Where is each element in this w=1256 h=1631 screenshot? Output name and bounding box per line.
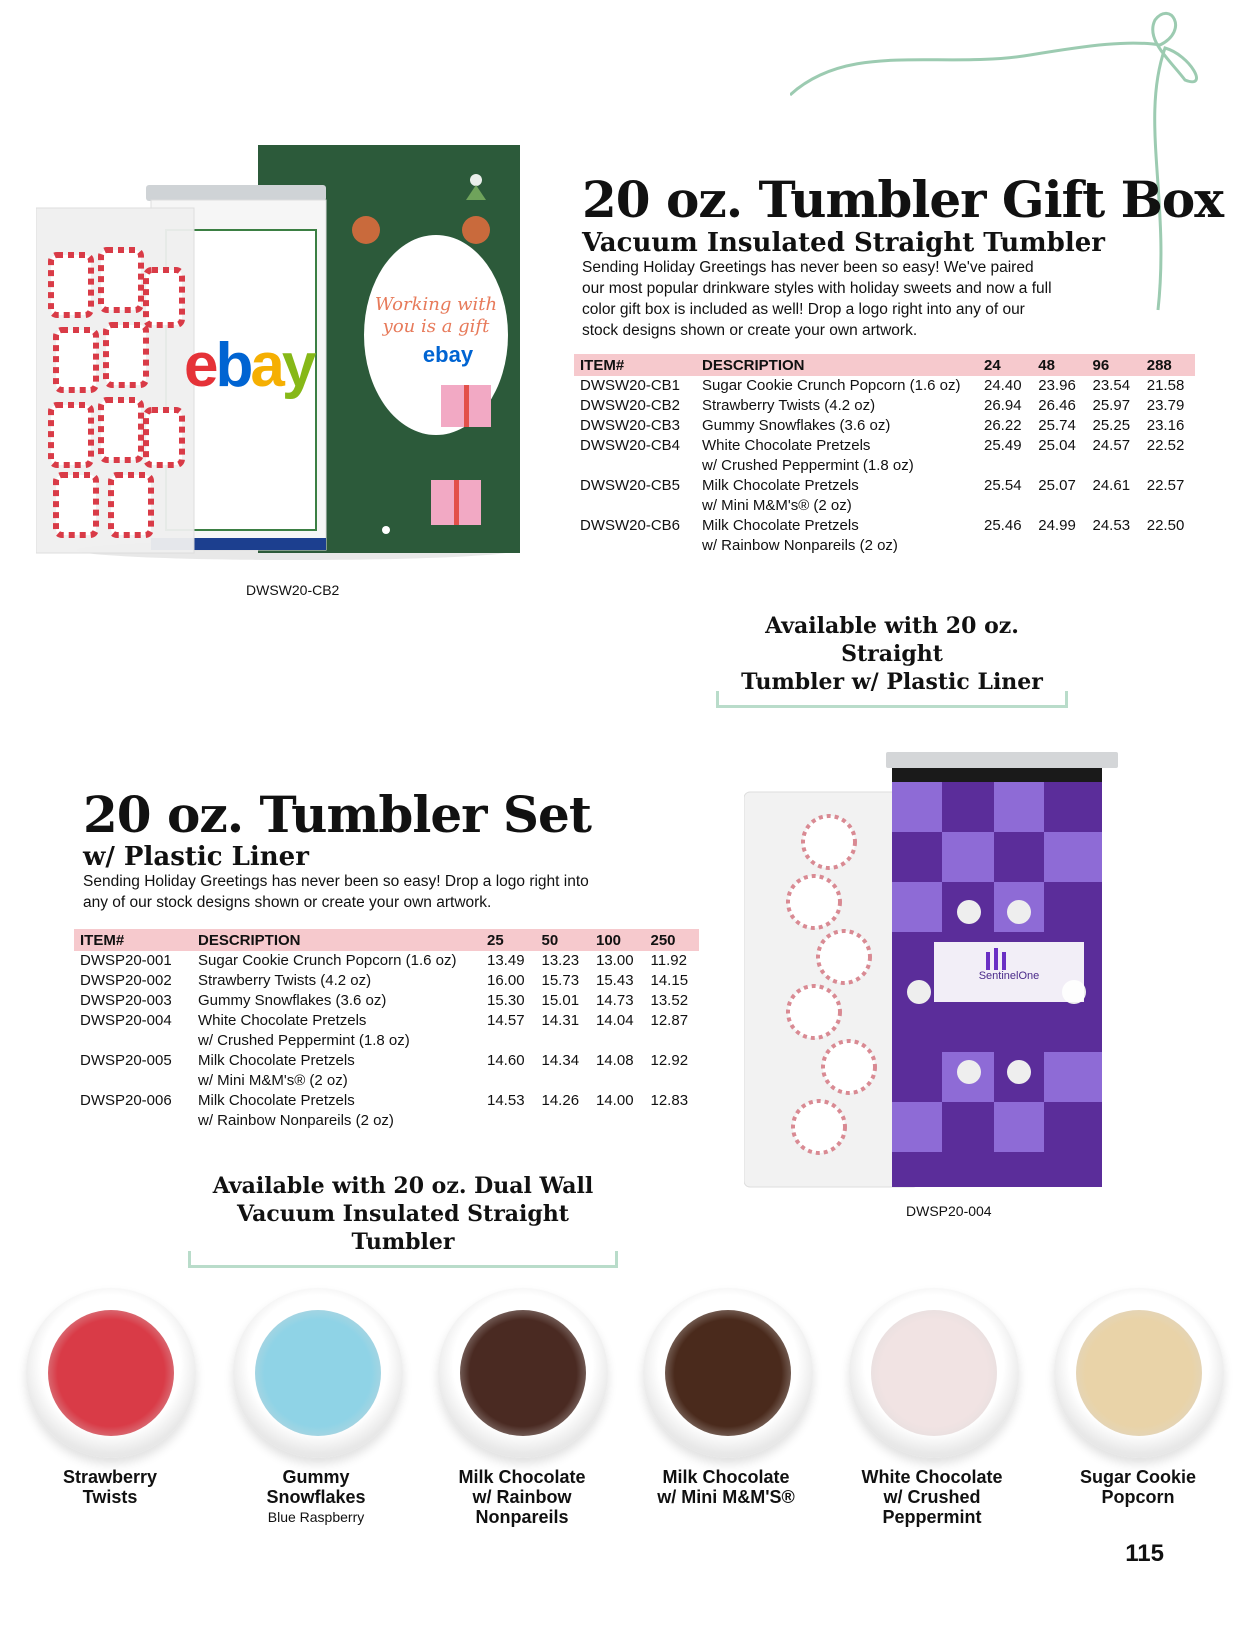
svg-text:ebay: ebay	[422, 342, 474, 367]
item-number: DWSW20-CB6	[580, 517, 681, 534]
item-number: DWSP20-004	[80, 1012, 172, 1029]
table-row	[574, 376, 1195, 396]
item-number: DWSP20-002	[80, 972, 172, 989]
price-cell: 15.30	[487, 992, 525, 1009]
availability-note-1	[716, 612, 1068, 696]
price-cell: 21.58	[1146, 377, 1185, 394]
snack-bowl-image	[438, 1288, 608, 1458]
price-cell: 14.34	[541, 1052, 580, 1069]
price-cell: 13.00	[596, 952, 634, 969]
section-subtitle: w/ Plastic Liner	[83, 842, 309, 872]
description-line-2: w/ Crushed Peppermint (1.8 oz)	[198, 1032, 410, 1049]
price-table-2	[74, 929, 699, 1131]
snack-label-line: Gummy	[282, 1467, 350, 1487]
snack-label-line: w/ Rainbow	[472, 1487, 572, 1507]
price-cell: 14.04	[596, 1012, 634, 1029]
price-cell: 15.43	[596, 972, 634, 989]
price-table-1	[574, 354, 1195, 556]
column-header: DESCRIPTION	[696, 354, 978, 376]
image-caption-2: DWSP20-004	[906, 1203, 992, 1219]
snack-label-line: Strawberry	[62, 1467, 158, 1487]
snack-label-line: Popcorn	[1101, 1487, 1175, 1507]
table-header-row	[74, 929, 699, 951]
price-cell: 24.57	[1092, 437, 1131, 454]
snack-fill	[460, 1310, 586, 1436]
column-header: 25	[481, 929, 536, 951]
description-line: White Chocolate Pretzels	[702, 437, 871, 454]
page-number: 115	[1125, 1540, 1164, 1567]
price-cell: 23.16	[1146, 417, 1185, 434]
price-cell: 23.96	[1038, 377, 1076, 394]
description-line: White Chocolate Pretzels	[198, 1012, 367, 1029]
tumbler-logo: SentinelOne	[978, 970, 1040, 982]
box-text-line1: Working with	[374, 294, 498, 315]
price-cell: 14.15	[650, 972, 689, 989]
price-cell: 13.52	[650, 992, 689, 1009]
description-line-2: w/ Mini M&M's® (2 oz)	[702, 497, 852, 514]
description	[192, 971, 481, 991]
price-cell: 16.00	[487, 972, 525, 989]
table-row	[74, 1091, 699, 1131]
snack-label-line: Peppermint	[882, 1507, 982, 1527]
snack-label	[422, 1467, 622, 1527]
table-row	[574, 516, 1195, 556]
snack-label	[10, 1467, 210, 1507]
availability-note-2	[188, 1172, 618, 1256]
availability-line: Available with 20 oz. Straight	[765, 613, 1019, 667]
price-cell: 24.53	[1092, 517, 1131, 534]
price-cell: 14.31	[541, 1012, 580, 1029]
price-cell: 22.57	[1146, 477, 1185, 494]
description-line: Milk Chocolate Pretzels	[702, 517, 859, 534]
snack-label	[1038, 1467, 1238, 1507]
snack-bowl-image	[1054, 1288, 1224, 1458]
table-row	[574, 436, 1195, 476]
column-header: 100	[590, 929, 645, 951]
description-line-2: w/ Crushed Peppermint (1.8 oz)	[702, 457, 914, 474]
column-header: DESCRIPTION	[192, 929, 481, 951]
snack-bowl-image	[233, 1288, 403, 1458]
description	[696, 516, 978, 556]
price-cell: 25.25	[1092, 417, 1131, 434]
bracket-decoration	[188, 1251, 618, 1268]
description	[696, 396, 978, 416]
snack-label-line: Snowflakes	[266, 1487, 366, 1507]
price-cell: 22.52	[1146, 437, 1185, 454]
bracket-decoration	[716, 691, 1068, 708]
description	[696, 476, 978, 516]
price-cell: 25.54	[984, 477, 1022, 494]
table-row	[574, 396, 1195, 416]
section-title: 20 oz. Tumbler Set	[83, 785, 591, 844]
price-cell: 11.92	[650, 952, 687, 969]
snack-bowl-image	[849, 1288, 1019, 1458]
description	[192, 1091, 481, 1131]
description-line: Milk Chocolate Pretzels	[702, 477, 859, 494]
snack-label-line: Milk Chocolate	[458, 1467, 586, 1487]
description	[696, 416, 978, 436]
item-number: DWSW20-CB4	[580, 437, 681, 454]
column-header: 288	[1141, 354, 1195, 376]
item-number: DWSW20-CB2	[580, 397, 681, 414]
snack-fill	[665, 1310, 791, 1436]
availability-line: Vacuum Insulated Straight Tumbler	[237, 1201, 569, 1255]
snack-label	[832, 1467, 1032, 1527]
page-title: 20 oz. Tumbler Gift Box	[582, 170, 1224, 229]
price-cell: 25.46	[984, 517, 1022, 534]
snack-flavor: Blue Raspberry	[267, 1509, 365, 1525]
description	[192, 951, 481, 971]
description-line: Strawberry Twists (4.2 oz)	[702, 397, 876, 414]
price-cell: 22.50	[1146, 517, 1185, 534]
price-cell: 14.08	[596, 1052, 634, 1069]
description	[696, 436, 978, 476]
price-cell: 13.49	[487, 952, 525, 969]
price-cell: 25.49	[984, 437, 1022, 454]
description-line-2: w/ Rainbow Nonpareils (2 oz)	[702, 537, 898, 554]
description-line-2: w/ Rainbow Nonpareils (2 oz)	[198, 1112, 394, 1129]
description	[192, 1051, 481, 1091]
snack-bowl-image	[643, 1288, 813, 1458]
item-number: DWSW20-CB5	[580, 477, 681, 494]
description-line: Strawberry Twists (4.2 oz)	[198, 972, 372, 989]
description-line-2: w/ Mini M&M's® (2 oz)	[198, 1072, 348, 1089]
availability-line: Available with 20 oz. Dual Wall	[212, 1173, 594, 1199]
price-cell: 26.94	[984, 397, 1022, 414]
table-row	[74, 1011, 699, 1051]
column-header: 50	[536, 929, 591, 951]
snack-fill	[871, 1310, 997, 1436]
item-number: DWSW20-CB1	[580, 377, 681, 394]
snack-fill	[255, 1310, 381, 1436]
price-cell: 24.61	[1092, 477, 1131, 494]
snack-bowl-image	[26, 1288, 196, 1458]
snack-label-line: Nonpareils	[475, 1507, 569, 1527]
table-row	[574, 476, 1195, 516]
item-number: DWSP20-006	[80, 1092, 172, 1109]
snack-label	[626, 1467, 826, 1507]
price-cell: 14.26	[541, 1092, 580, 1109]
price-cell: 14.00	[596, 1092, 634, 1109]
snack-label-line: w/ Mini M&M'S®	[657, 1487, 795, 1507]
price-cell: 12.92	[650, 1052, 689, 1069]
column-header: ITEM#	[574, 354, 696, 376]
description-line: Sugar Cookie Crunch Popcorn (1.6 oz)	[702, 377, 961, 394]
snack-label-line: Sugar Cookie	[1079, 1467, 1197, 1487]
snack-label-line: Twists	[82, 1487, 138, 1507]
column-header: 96	[1087, 354, 1141, 376]
table-header-row	[574, 354, 1195, 376]
item-number: DWSP20-003	[80, 992, 172, 1009]
price-cell: 14.73	[596, 992, 634, 1009]
price-cell: 14.53	[487, 1092, 525, 1109]
item-number: DWSW20-CB3	[580, 417, 681, 434]
price-cell: 12.87	[650, 1012, 689, 1029]
snack-label	[216, 1467, 416, 1527]
section-description: Sending Holiday Greetings has never been so easy! We've paired our most popular drinkware styles with holiday sweets and now a full color gift box is included as well! Drop a logo right into any of our stock designs shown or create your own artwork.	[582, 259, 1052, 339]
snack-label-line: w/ Crushed	[883, 1487, 981, 1507]
price-cell: 12.83	[650, 1092, 689, 1109]
description-line: Milk Chocolate Pretzels	[198, 1092, 355, 1109]
table-row	[74, 1051, 699, 1091]
price-cell: 25.74	[1038, 417, 1076, 434]
tumbler-logo: ebay	[184, 331, 314, 400]
price-cell: 25.07	[1038, 477, 1076, 494]
image-caption-1: DWSW20-CB2	[246, 582, 340, 598]
column-header: 24	[978, 354, 1032, 376]
item-number: DWSP20-001	[80, 952, 172, 969]
price-cell: 24.40	[984, 377, 1022, 394]
description-line: Sugar Cookie Crunch Popcorn (1.6 oz)	[198, 952, 457, 969]
snack-fill	[1076, 1310, 1202, 1436]
table-row	[74, 971, 699, 991]
description-line: Milk Chocolate Pretzels	[198, 1052, 355, 1069]
column-header: 250	[645, 929, 700, 951]
snack-fill	[48, 1310, 174, 1436]
price-cell: 13.23	[541, 952, 580, 969]
column-header: ITEM#	[74, 929, 192, 951]
description-line: Gummy Snowflakes (3.6 oz)	[702, 417, 891, 434]
table-row	[574, 416, 1195, 436]
price-cell: 23.54	[1092, 377, 1131, 394]
snack-label-line: White Chocolate	[861, 1467, 1003, 1487]
price-cell: 25.97	[1092, 397, 1131, 414]
description	[192, 991, 481, 1011]
tumbler-set-product-image	[744, 752, 1134, 1192]
price-cell: 15.01	[541, 992, 580, 1009]
column-header: 48	[1032, 354, 1086, 376]
price-cell: 24.99	[1038, 517, 1076, 534]
gift-box-product-image	[36, 140, 536, 570]
snack-label-line: Milk Chocolate	[662, 1467, 790, 1487]
table-row	[74, 951, 699, 971]
price-cell: 15.73	[541, 972, 580, 989]
box-text-line2: you is a gift	[382, 316, 490, 337]
description	[696, 376, 978, 396]
price-cell: 26.22	[984, 417, 1022, 434]
availability-line: Tumbler w/ Plastic Liner	[741, 669, 1043, 695]
description	[192, 1011, 481, 1051]
price-cell: 25.04	[1038, 437, 1076, 454]
price-cell: 23.79	[1146, 397, 1185, 414]
price-cell: 14.60	[487, 1052, 525, 1069]
description-line: Gummy Snowflakes (3.6 oz)	[198, 992, 387, 1009]
price-cell: 26.46	[1038, 397, 1076, 414]
section-description: Sending Holiday Greetings has never been so easy! Drop a logo right into any of our stock designs shown or create your own artwork.	[83, 873, 589, 911]
item-number: DWSP20-005	[80, 1052, 172, 1069]
section-subtitle: Vacuum Insulated Straight Tumbler	[582, 228, 1105, 258]
price-cell: 14.57	[487, 1012, 525, 1029]
table-row	[74, 991, 699, 1011]
